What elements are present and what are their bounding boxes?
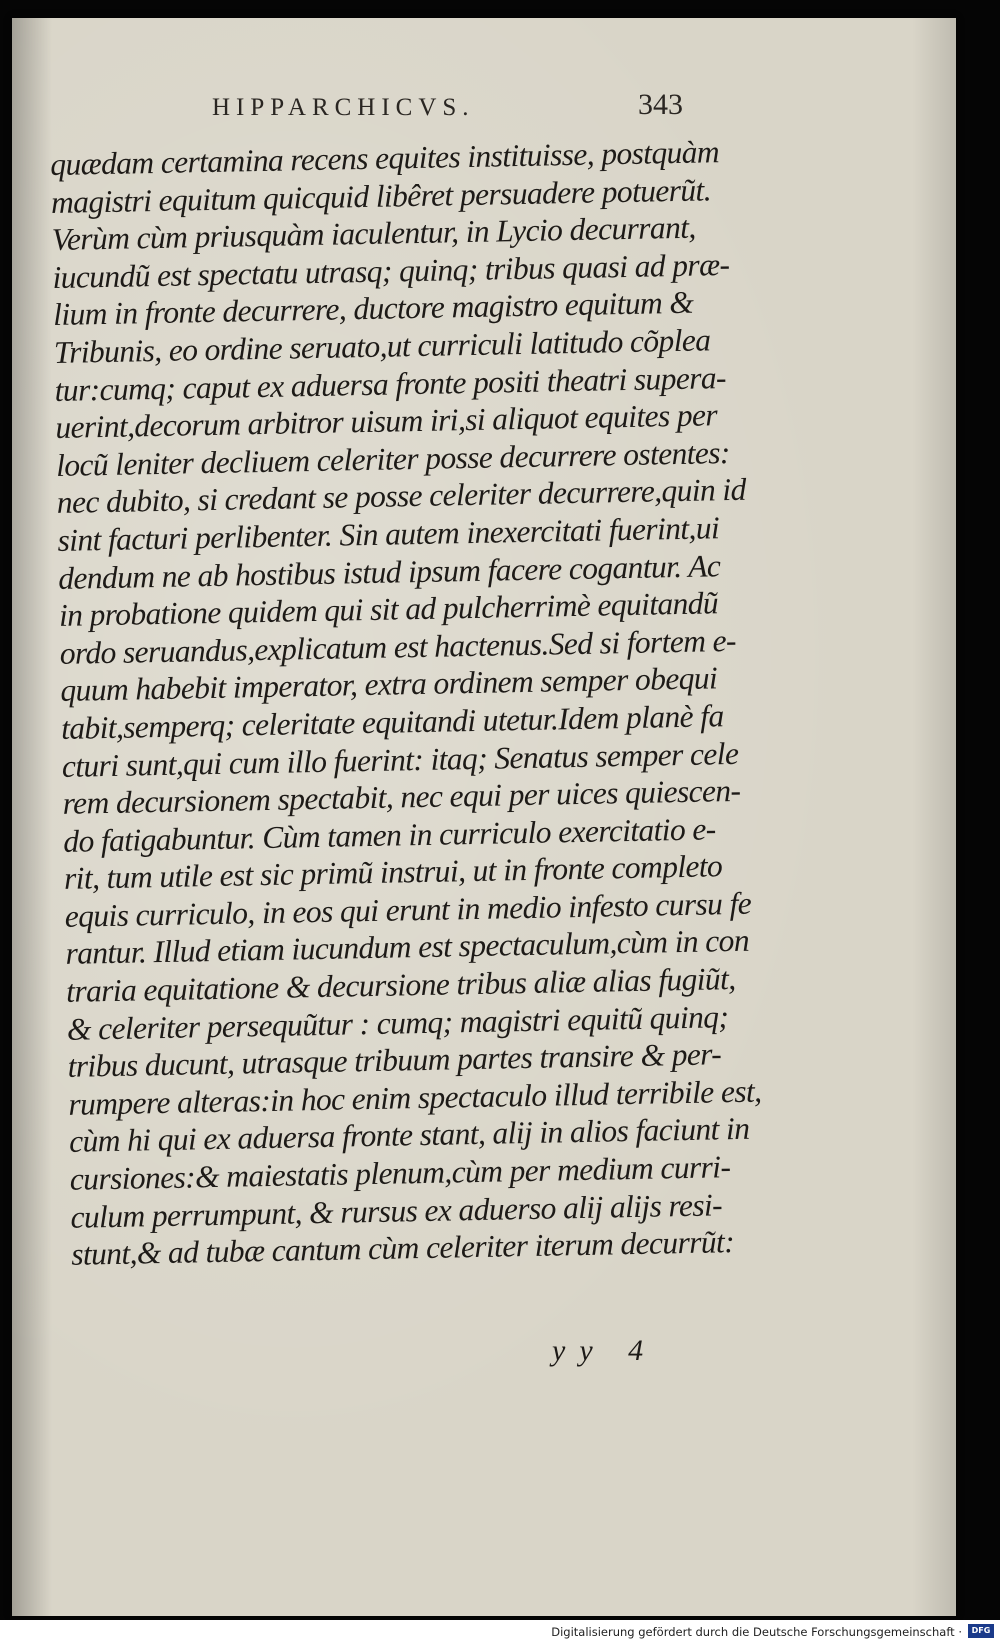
dfg-logo-icon: DFG	[968, 1624, 994, 1638]
funding-credit: Digitalisierung gefördert durch die Deutsche Forschungsgemeinschaft ·	[551, 1625, 962, 1639]
text-line: lium in fronte decurrere, ductore magistro equitum &	[52, 285, 694, 333]
text-line: equis curriculo, in eos qui erunt in medio infesto cursu fe	[64, 885, 752, 934]
text-line: Verùm cùm priusquàm iaculentur, in Lycio decurrant,	[51, 209, 696, 258]
text-line: rumpere alteras:in hoc enim spectaculo illud terribile est,	[68, 1073, 762, 1122]
text-line: sint facturi perlibenter. Sin autem inexercitati fuerint,ui	[57, 510, 720, 558]
text-line: in probatione quidem qui sit ad pulcherrimè equitandũ	[58, 585, 719, 634]
text-line: quædam certamina recens equites instituisse, postquàm	[50, 134, 720, 182]
text-line: magistri equitum quicquid libêret persuadere potuerũt.	[50, 171, 712, 220]
running-head: HIPPARCHICVS.	[212, 94, 475, 121]
text-line: ordo seruandus,explicatum est hactenus.Sed si fortem e-	[59, 622, 737, 671]
text-line: rem decursionem spectabit, nec equi per uices quiescen-	[62, 772, 741, 821]
text-line: do fatigabuntur. Cùm tamen in curriculo exercitatio e-	[63, 811, 716, 859]
footer-bar	[0, 1620, 1000, 1642]
text-line: dendum ne ab hostibus istud ipsum facere cogantur. Ac	[57, 547, 721, 596]
body-text	[50, 133, 772, 1274]
text-line: cursiones:& maiestatis plenum,cùm per medium curri-	[69, 1149, 731, 1197]
text-line: nec dubito, si credant se posse celeriter decurrere,quin id	[56, 472, 746, 521]
text-line: rantur. Illud etiam iucundum est spectaculum,cùm in con	[65, 923, 750, 972]
text-line: quum habebit imperator, extra ordinem semper obequi	[60, 660, 718, 709]
signature-mark: yy 4	[552, 1334, 658, 1367]
text-line: cturi sunt,qui cum illo fuerint: itaq; Senatus semper cele	[61, 735, 739, 784]
page-number: 343	[638, 88, 683, 121]
text-line: tur:cumq; caput ex aduersa fronte positi theatri supera-	[54, 359, 727, 408]
book-page	[12, 18, 956, 1616]
text-line: iucundũ est spectatu utrasq; quinq; tribus quasi ad præ-	[52, 246, 730, 295]
text-line: locũ leniter decliuem celeriter posse decurrere ostentes:	[55, 434, 731, 483]
text-line: cùm hi qui ex aduersa fronte stant, alij in alios faciunt in	[68, 1111, 750, 1160]
text-line: uerint,decorum arbitror uisum iri,si aliquot equites per	[55, 397, 718, 446]
text-line: tabit,semperq; celeritate equitandi utetur.Idem planè fa	[60, 698, 724, 746]
text-line: Tribunis, eo ordine seruato,ut curriculi latitudo cõplea	[53, 322, 711, 370]
text-line: tribus ducunt, utrasque tribuum partes transire & per-	[67, 1036, 722, 1085]
text-line: traria equitatione & decursione tribus aliæ alias fugiũt,	[65, 961, 736, 1009]
text-line: rit, tum utile est sic primũ instrui, ut in fronte completo	[63, 848, 723, 897]
text-line: & celeriter persequũtur : cumq; magistri equitũ quinq;	[66, 998, 729, 1047]
text-line: culum perrumpunt, & rursus ex aduerso alij alijs resi-	[70, 1186, 723, 1235]
text-line: stunt,& ad tubæ cantum cùm celeriter iterum decurrũt:	[70, 1224, 735, 1273]
